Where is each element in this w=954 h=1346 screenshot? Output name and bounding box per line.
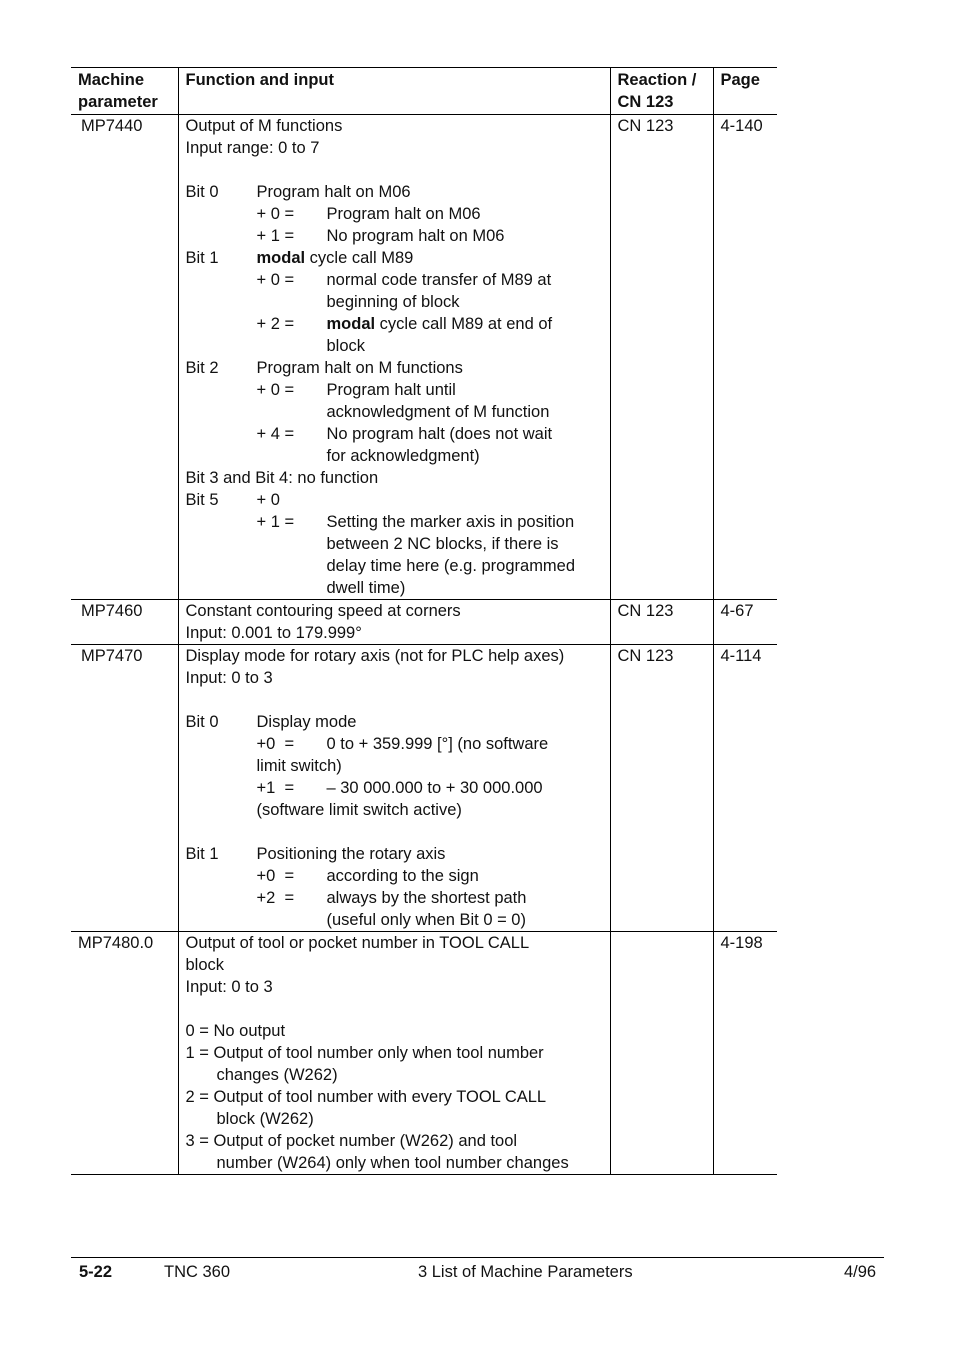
page-cell xyxy=(713,932,777,1175)
list-item: 0 = No output xyxy=(185,1022,286,1040)
equals-sign: = xyxy=(284,735,295,753)
bit-description: Display mode xyxy=(256,713,357,731)
reaction-cell xyxy=(610,600,713,645)
table-row-mp7470 xyxy=(71,645,777,932)
option-text: always by the shortest path xyxy=(326,889,527,907)
bit-description: Positioning the rotary axis xyxy=(256,845,446,863)
option-text-continued: beginning of block xyxy=(326,293,460,311)
function-title: Output of M functions xyxy=(185,117,343,135)
reaction-value: CN 123 xyxy=(617,647,674,665)
bit-option xyxy=(186,777,604,799)
option-text: according to the sign xyxy=(326,867,479,885)
param-cell xyxy=(71,600,178,645)
option-text: Setting the marker axis in position xyxy=(326,513,575,531)
bit-description: Program halt on M functions xyxy=(256,359,463,377)
equals-sign: = xyxy=(284,425,295,443)
option-value: +0 xyxy=(256,867,276,885)
equals-sign: = xyxy=(284,513,295,531)
page-reference: 4-198 xyxy=(720,934,763,952)
bit-row xyxy=(186,489,604,511)
bit-description xyxy=(257,247,414,269)
option-text: Program halt until xyxy=(326,381,456,399)
equals-sign: = xyxy=(284,205,295,223)
spacer xyxy=(186,689,604,711)
option-value: + 0 xyxy=(256,381,280,399)
option-text: No program halt (does not wait xyxy=(326,425,553,443)
header-machine-parameter xyxy=(71,68,178,115)
option-text: – 30 000.000 to + 30 000.000 xyxy=(326,779,543,797)
reaction-cell xyxy=(610,645,713,932)
list-item-continued: changes (W262) xyxy=(216,1066,338,1084)
reaction-value: CN 123 xyxy=(617,117,674,135)
option-text xyxy=(327,313,553,335)
bit-row xyxy=(186,181,604,203)
header-param-line1: Machine xyxy=(78,71,145,89)
function-cell xyxy=(178,600,610,645)
spacer xyxy=(186,821,604,843)
equals-sign: = xyxy=(284,889,295,907)
option-text-continued: block xyxy=(326,337,366,355)
list-item: 3 = Output of pocket number (W262) and tool xyxy=(185,1132,518,1150)
option-text: 0 to + 359.999 [°] (no software xyxy=(326,735,549,753)
bit-option xyxy=(186,379,604,401)
bit-description: + 0 xyxy=(256,491,280,509)
bit-option xyxy=(186,225,604,247)
option-value: + 1 xyxy=(256,227,280,245)
page-reference: 4-140 xyxy=(720,117,763,135)
bold-term: modal xyxy=(326,315,376,333)
param-cell xyxy=(71,115,178,600)
bit-option xyxy=(186,511,604,533)
footer-divider xyxy=(71,1257,884,1258)
list-item-continued: block (W262) xyxy=(216,1110,314,1128)
option-value: +2 xyxy=(256,889,276,907)
input-range: Input: 0.001 to 179.999° xyxy=(185,624,362,642)
list-item: 2 = Output of tool number with every TOOL CALL xyxy=(185,1088,547,1106)
bold-term: modal xyxy=(256,249,306,267)
function-title: Output of tool or pocket number in TOOL CALL xyxy=(185,934,530,952)
bit-label: Bit 2 xyxy=(185,359,219,377)
param-cell xyxy=(71,645,178,932)
option-value: + 4 xyxy=(256,425,280,443)
input-range: Input range: 0 to 7 xyxy=(185,139,320,157)
input-range: Input: 0 to 3 xyxy=(185,669,273,687)
function-cell xyxy=(178,932,610,1175)
header-page-label: Page xyxy=(720,71,760,89)
footer-product: TNC 360 xyxy=(164,1263,231,1281)
bit-option xyxy=(186,313,604,335)
bit-row xyxy=(186,843,604,865)
bit-row xyxy=(186,247,604,269)
option-text-continued: between 2 NC blocks, if there is xyxy=(326,535,559,553)
bit-label: Bit 5 xyxy=(185,491,219,509)
header-page xyxy=(713,68,777,115)
bit-option xyxy=(186,423,604,445)
option-text-rest: cycle call M89 at end of xyxy=(375,315,553,333)
option-text-continued: delay time here (e.g. programmed xyxy=(326,557,576,575)
function-cell xyxy=(178,645,610,932)
equals-sign: = xyxy=(284,227,295,245)
reaction-cell xyxy=(610,932,713,1175)
option-text-continued: limit switch) xyxy=(256,757,342,775)
option-value: +0 xyxy=(256,735,276,753)
bit-row xyxy=(186,711,604,733)
bit-label: Bit 0 xyxy=(185,183,219,201)
header-param-line2: parameter xyxy=(78,93,158,111)
param-cell xyxy=(71,932,178,1175)
header-reaction-line1: Reaction / xyxy=(617,71,697,89)
function-title-continued: block xyxy=(185,956,225,974)
header-function-label: Function and input xyxy=(185,71,334,89)
option-text-continued: acknowledgment of M function xyxy=(326,403,550,421)
param-name: MP7440 xyxy=(81,117,143,135)
bit-description: Program halt on M06 xyxy=(256,183,411,201)
equals-sign: = xyxy=(284,315,295,333)
option-text-continued: (useful only when Bit 0 = 0) xyxy=(326,911,526,929)
param-name: MP7460 xyxy=(81,602,143,620)
bit-note: Bit 3 and Bit 4: no function xyxy=(185,469,379,487)
bit-label: Bit 0 xyxy=(185,713,219,731)
bit-label: Bit 1 xyxy=(185,845,219,863)
bit-description-rest: cycle call M89 xyxy=(305,249,414,267)
function-cell xyxy=(178,115,610,600)
footer-page-number: 5-22 xyxy=(79,1263,113,1281)
table-header-row xyxy=(71,68,777,115)
equals-sign: = xyxy=(284,271,295,289)
function-title: Constant contouring speed at corners xyxy=(185,602,461,620)
option-text-continued: dwell time) xyxy=(326,579,406,597)
option-text-continued: for acknowledgment) xyxy=(326,447,480,465)
option-value: + 2 xyxy=(256,315,280,333)
spacer xyxy=(186,998,604,1020)
bit-option xyxy=(186,203,604,225)
table-row-mp7440 xyxy=(71,115,777,600)
input-range: Input: 0 to 3 xyxy=(185,978,273,996)
header-reaction xyxy=(610,68,713,115)
option-value: + 0 xyxy=(256,271,280,289)
equals-sign: = xyxy=(284,867,295,885)
reaction-value: CN 123 xyxy=(617,602,674,620)
footer-date: 4/96 xyxy=(844,1263,877,1281)
table-row-mp7460 xyxy=(71,600,777,645)
option-value: + 0 xyxy=(256,205,280,223)
option-text: No program halt on M06 xyxy=(326,227,505,245)
option-text: Program halt on M06 xyxy=(326,205,481,223)
bit-label: Bit 1 xyxy=(185,249,219,267)
param-name: MP7480.0 xyxy=(78,934,154,952)
header-function xyxy=(178,68,610,115)
page-cell xyxy=(713,600,777,645)
reaction-value xyxy=(618,932,707,954)
bit-row xyxy=(186,357,604,379)
option-value: +1 xyxy=(256,779,276,797)
bit-option xyxy=(186,269,604,291)
bit-option xyxy=(186,887,604,909)
list-item-continued: number (W264) only when tool number changes xyxy=(216,1154,569,1172)
page-reference: 4-67 xyxy=(720,602,754,620)
option-value: + 1 xyxy=(256,513,280,531)
function-title: Display mode for rotary axis (not for PLC help axes) xyxy=(185,647,565,665)
page-cell xyxy=(713,645,777,932)
equals-sign: = xyxy=(284,779,295,797)
spacer xyxy=(186,159,604,181)
list-item: 1 = Output of tool number only when tool number xyxy=(185,1044,544,1062)
option-text-continued: (software limit switch active) xyxy=(256,801,462,819)
equals-sign: = xyxy=(284,381,295,399)
header-reaction-line2: CN 123 xyxy=(617,93,674,111)
page-reference: 4-114 xyxy=(720,647,762,665)
machine-parameter-table xyxy=(71,67,777,1175)
footer-section: 3 List of Machine Parameters xyxy=(418,1263,633,1281)
table-row-mp7480 xyxy=(71,932,777,1175)
reaction-cell xyxy=(610,115,713,600)
param-name: MP7470 xyxy=(81,647,143,665)
bit-option xyxy=(186,733,604,755)
page-cell xyxy=(713,115,777,600)
option-text: normal code transfer of M89 at xyxy=(326,271,552,289)
bit-option xyxy=(186,865,604,887)
